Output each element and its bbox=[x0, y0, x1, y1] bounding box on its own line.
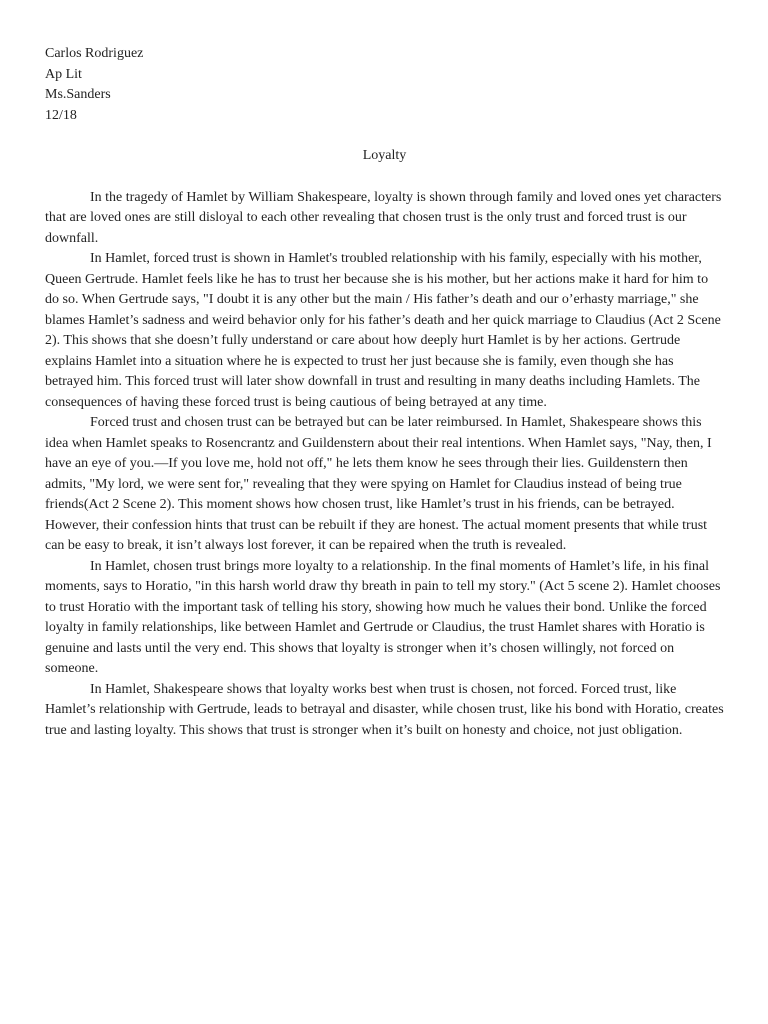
header-block bbox=[45, 44, 724, 126]
paragraph-forced-trust: In Hamlet, forced trust is shown in Hamlet's troubled relationship with his family, especially with his mother, Queen Gertrude. Hamlet feels like he has to trust her because she is his mother, but her actions make it hard for him to do so. When Gertrude says, "I doubt it is any other but the main / His father’s death and our o’erhasty marriage," she blames Hamlet’s sadness and weird behavior only for his father’s death and her quick marriage to Claudius (Act 2 Scene 2). This shows that she doesn’t fully understand or care about how deeply hurt Hamlet is by her actions. Gertrude explains Hamlet into a situation where he is expected to trust her just because she is family, even though she has betrayed him. This forced trust will later show downfall in trust and resulting in many deaths including Hamlets. The consequences of having these forced trust is being cautious of being betrayed at any time. bbox=[45, 251, 721, 410]
course-name: Ap Lit bbox=[45, 66, 82, 82]
teacher-name: Ms.Sanders bbox=[45, 87, 111, 102]
paragraph-betrayal: Forced trust and chosen trust can be betrayed but can be later reimbursed. In Hamlet, Shakespeare shows this idea when Hamlet speaks to Rosencrantz and Guildenstern about their real intentions. When Hamlet says, "Nay, then, I have an eye of you.—If you love me, hold not off," he lets them know he sees through their lies. Guildenstern then admits, "My lord, we were sent for," revealing that they were spying on Hamlet for Claudius instead of being true friends(Act 2 Scene 2). This moment shows how chosen trust, like Hamlet’s trust in his friends, can be betrayed. However, their confession hints that trust can be rebuilt if they are honest. The actual moment presents that while trust can be easy to break, it isn’t always lost forever, it can be repaired when the truth is revealed. bbox=[45, 415, 712, 553]
document-page bbox=[45, 44, 724, 741]
paragraph-conclusion: In Hamlet, Shakespeare shows that loyalty works best when trust is chosen, not forced. Forced trust, like Hamlet’s relationship with Gertrude, leads to betrayal and disaster, while chosen trust, like his bond with Horatio, creates true and lasting loyalty. This shows that trust is stronger when it’s built on honesty and choice, not just obligation. bbox=[45, 681, 724, 738]
paragraph-chosen-trust: In Hamlet, chosen trust brings more loyalty to a relationship. In the final moments of Hamlet’s life, in his final moments, says to Horatio, "in this harsh world draw thy breath in pain to tell my story." (Act 5 scene 2). Hamlet chooses to trust Horatio with the important task of telling his story, showing how much he values their bond. Unlike the forced loyalty in family relationships, like between Hamlet and Gertrude or Claudius, the trust Hamlet shares with Horatio is genuine and lasts until the very end. This shows that loyalty is stronger when it’s chosen willingly, not forced on someone. bbox=[45, 558, 721, 676]
essay-body bbox=[45, 188, 724, 742]
student-name: Carlos Rodriguez bbox=[45, 46, 144, 61]
essay-title: Loyalty bbox=[362, 148, 407, 163]
date: 12/18 bbox=[45, 107, 77, 123]
paragraph-intro: In the tragedy of Hamlet by William Shakespeare, loyalty is shown through family and loved ones yet characters that are loved ones are still disloyal to each other revealing that chosen trust is the only trust and forced trust is our downfall. bbox=[45, 189, 722, 246]
